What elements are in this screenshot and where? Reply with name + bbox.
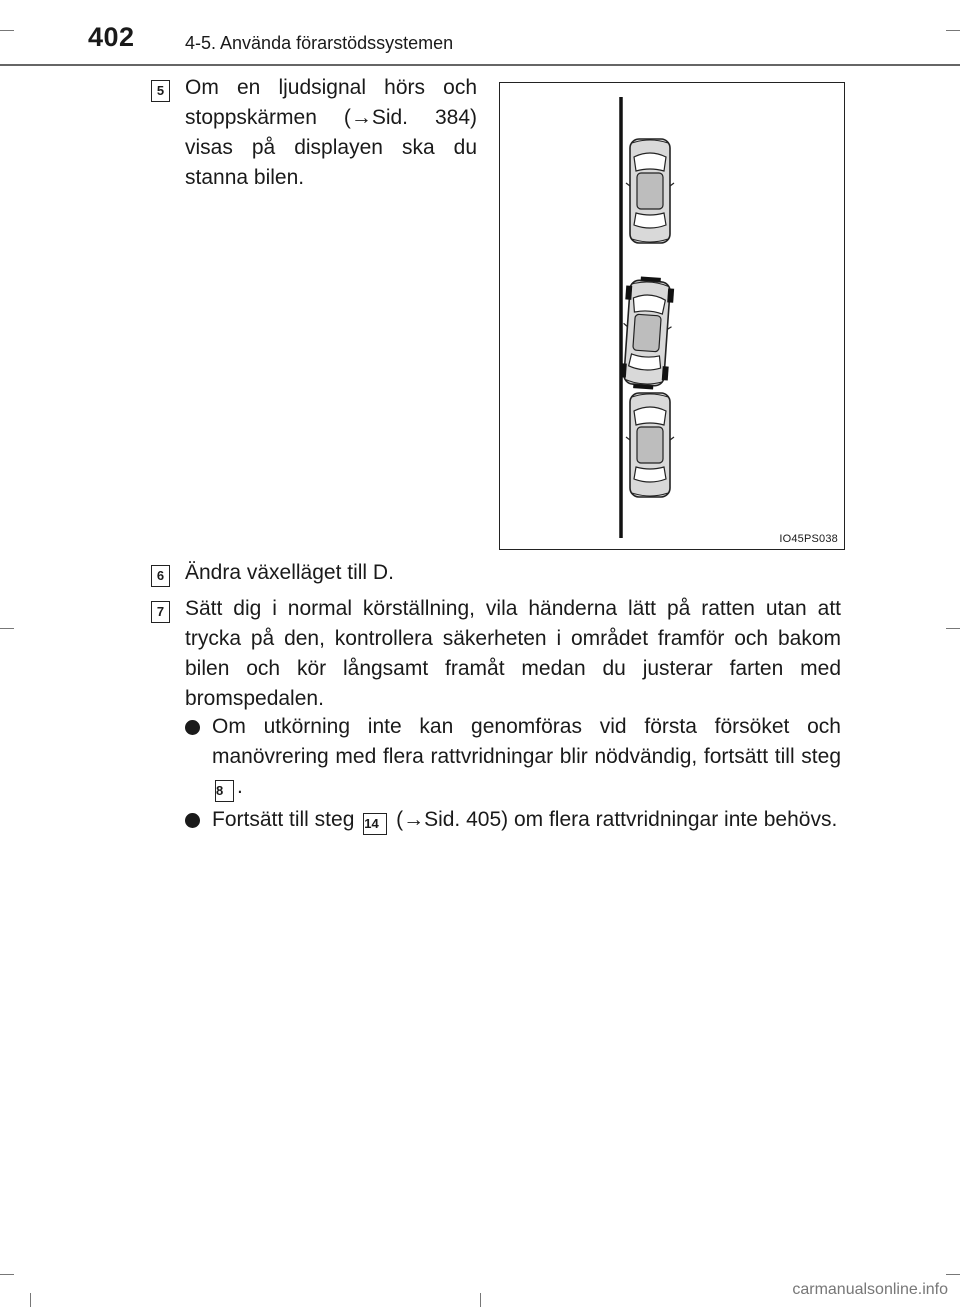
parking-diagram: [500, 83, 844, 549]
step-number-box: 7: [151, 601, 170, 623]
page-number: 402: [88, 22, 135, 52]
parked-car-rear: [626, 393, 674, 497]
bullet-item: [185, 712, 841, 802]
step-number-box: 5: [151, 80, 170, 102]
step-7-text: Sätt dig i normal körställning, vila händerna lätt på ratten utan att trycka på den, kontrollera säkerheten i området framför och bakom bilen och kör långsamt framåt medan du justerar farten med bromspedalen.: [185, 597, 841, 710]
crop-mark: [30, 1293, 31, 1307]
section-title: 4-5. Använda förarstödssystemen: [185, 33, 454, 53]
bullet-icon: [185, 813, 200, 828]
bullet-text-before: Om utkörning inte kan genomföras vid första försöket och manövrering med flera rattvridningar blir nödvändig, fortsätt till steg: [212, 715, 841, 768]
crop-mark: [946, 1274, 960, 1275]
bullet-text-before: Fortsätt till steg: [212, 808, 355, 831]
step-number-box: 6: [151, 565, 170, 587]
watermark: carmanualsonline.info: [792, 1281, 948, 1298]
page-header: [0, 0, 960, 66]
parking-illustration: [499, 82, 845, 550]
step-ref-box: 14: [363, 813, 387, 835]
bullet-text-after: .: [237, 775, 243, 798]
crop-mark: [946, 628, 960, 629]
bullet-icon: [185, 720, 200, 735]
crop-mark: [480, 1293, 481, 1307]
bullet-item: [185, 805, 841, 835]
bullet-text-after: (→Sid. 405) om flera rattvridningar inte behövs.: [396, 808, 838, 831]
parked-car-front: [626, 139, 674, 243]
figure-code: IO45PS038: [779, 533, 838, 545]
crop-mark: [0, 628, 14, 629]
ego-car: [619, 275, 675, 390]
step-6-text: Ändra växelläget till D.: [185, 561, 394, 584]
header-divider: [0, 64, 960, 66]
step-5-text: Om en ljudsignal hörs och stoppskärmen (→Sid. 384) visas på displayen ska du stanna bilen.: [185, 76, 477, 189]
step-ref-box: 8: [215, 780, 234, 802]
crop-mark: [0, 1274, 14, 1275]
